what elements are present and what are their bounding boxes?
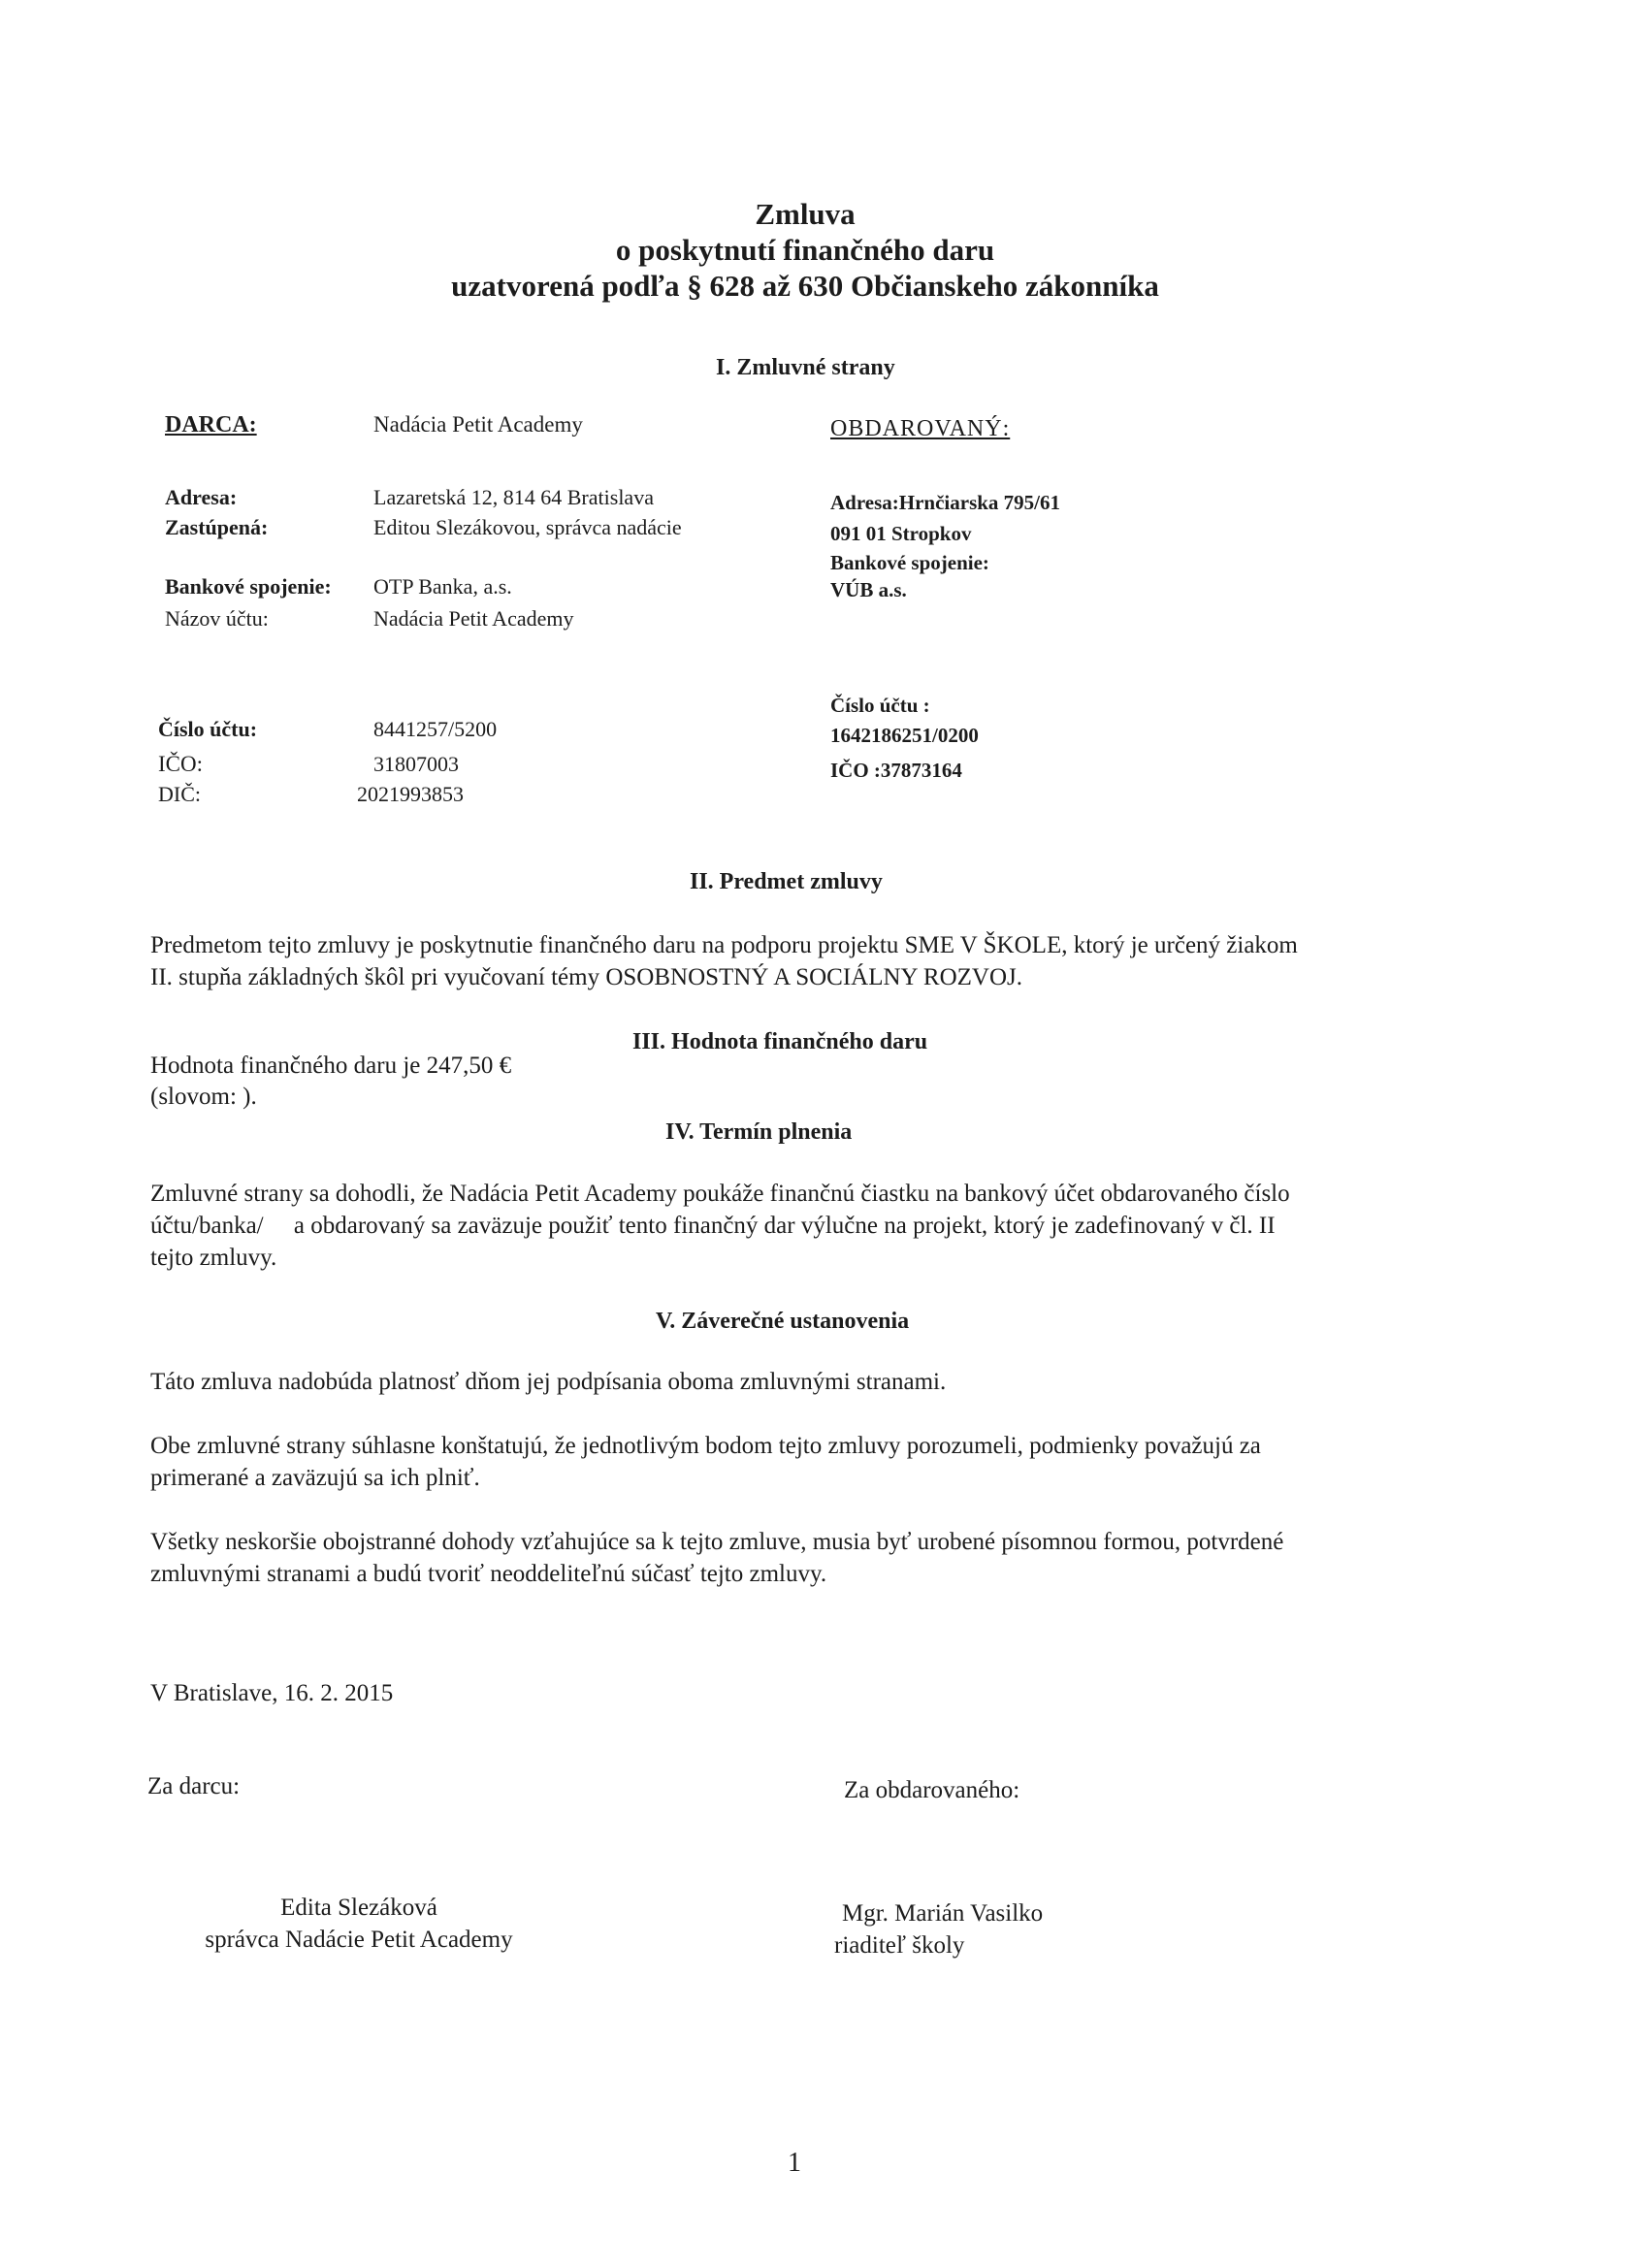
recipient-bank: VÚB a.s.: [830, 578, 907, 601]
donor-label: DARCA:: [165, 412, 257, 437]
section-5-paragraph-3-line-1: Všetky neskoršie obojstranné dohody vzťahujúce sa k tejto zmluve, musia byť urobené písomnou formou, potvrdené: [150, 1529, 1284, 1555]
recipient-signatory-role: riaditeľ školy: [834, 1932, 965, 1959]
donor-dic: 2021993853: [357, 782, 464, 806]
donor-signatory-name: Edita Slezáková: [280, 1895, 437, 1921]
section-2-line-2: II. stupňa základných škôl pri vyučovaní témy OSOBNOSTNÝ A SOCIÁLNY ROZVOJ.: [150, 964, 1022, 990]
donor-signature-label: Za darcu:: [147, 1773, 241, 1799]
donor-ico: 31807003: [373, 752, 459, 776]
section-4-line-2: účtu/banka/ a obdarovaný sa zaväzuje použiť tento finančný dar výlučne na projekt, ktorý je zadefinovaný v čl. II: [150, 1213, 1276, 1239]
recipient-account-no-label: Číslo účtu :: [830, 694, 930, 717]
recipient-address-line2: 091 01 Stropkov: [830, 522, 972, 545]
document-title: Zmluva: [755, 197, 856, 231]
section-1-heading: I. Zmluvné strany: [716, 355, 895, 380]
recipient-bank-label: Bankové spojenie:: [830, 551, 989, 574]
recipient-signature-label: Za obdarovaného:: [844, 1777, 1020, 1803]
donor-bank: OTP Banka, a.s.: [373, 574, 512, 599]
recipient-address-line1: Adresa:Hrnčiarska 795/61: [830, 491, 1061, 514]
donor-represented-label: Zastúpená:: [165, 515, 269, 539]
section-2-line-1: Predmetom tejto zmluvy je poskytnutie finančného daru na podporu projektu SME V ŠKOLE, ktorý je určený žiakom: [150, 932, 1298, 958]
section-5-heading: V. Záverečné ustanovenia: [656, 1309, 910, 1334]
section-5-paragraph-3-line-2: zmluvnými stranami a budú tvoriť neoddeliteľnú súčasť tejto zmluvy.: [150, 1561, 827, 1587]
donor-bank-label: Bankové spojenie:: [165, 574, 332, 599]
recipient-ico: IČO :37873164: [830, 759, 962, 782]
donor-dic-label: DIČ:: [158, 782, 201, 806]
donor-address-label: Adresa:: [165, 485, 238, 509]
section-5-paragraph-2-line-2: primerané a zaväzujú sa ich plniť.: [150, 1465, 480, 1491]
donor-signatory-role: správca Nadácie Petit Academy: [205, 1927, 513, 1953]
document-subtitle: o poskytnutí finančného daru: [615, 233, 995, 267]
document-legal-basis: uzatvorená podľa § 628 až 630 Občianskeho zákonníka: [451, 269, 1159, 303]
section-2-heading: II. Predmet zmluvy: [690, 869, 883, 894]
recipient-label: OBDAROVANÝ:: [830, 416, 1011, 441]
place-and-date: V Bratislave, 16. 2. 2015: [150, 1680, 394, 1706]
gift-value: Hodnota finančného daru je 247,50 €: [150, 1053, 512, 1079]
page-number: 1: [788, 2148, 801, 2178]
recipient-signatory-name: Mgr. Marián Vasilko: [842, 1900, 1044, 1927]
donor-account-no-label: Číslo účtu:: [158, 717, 258, 741]
section-4-line-3: tejto zmluvy.: [150, 1245, 277, 1271]
gift-value-words: (slovom: ).: [150, 1084, 257, 1110]
donor-ico-label: IČO:: [158, 752, 203, 776]
section-4-line-1: Zmluvné strany sa dohodli, že Nadácia Petit Academy poukáže finančnú čiastku na bankový účet obdarovaného číslo: [150, 1181, 1290, 1207]
donor-account-no: 8441257/5200: [373, 717, 498, 741]
donor-represented: Editou Slezákovou, správca nadácie: [373, 515, 682, 539]
section-5-paragraph-2-line-1: Obe zmluvné strany súhlasne konštatujú, že jednotlivým bodom tejto zmluvy porozumeli, podmienky považujú za: [150, 1433, 1261, 1459]
recipient-account-no: 1642186251/0200: [830, 724, 979, 747]
donor-account-name: Nadácia Petit Academy: [373, 606, 574, 631]
donor-name: Nadácia Petit Academy: [373, 412, 583, 437]
donor-account-name-label: Názov účtu:: [165, 606, 269, 631]
section-4-heading: IV. Termín plnenia: [665, 1119, 853, 1145]
donor-address: Lazaretská 12, 814 64 Bratislava: [373, 485, 654, 509]
section-3-heading: III. Hodnota finančného daru: [632, 1029, 928, 1054]
section-5-paragraph-1: Táto zmluva nadobúda platnosť dňom jej podpísania oboma zmluvnými stranami.: [150, 1369, 947, 1395]
